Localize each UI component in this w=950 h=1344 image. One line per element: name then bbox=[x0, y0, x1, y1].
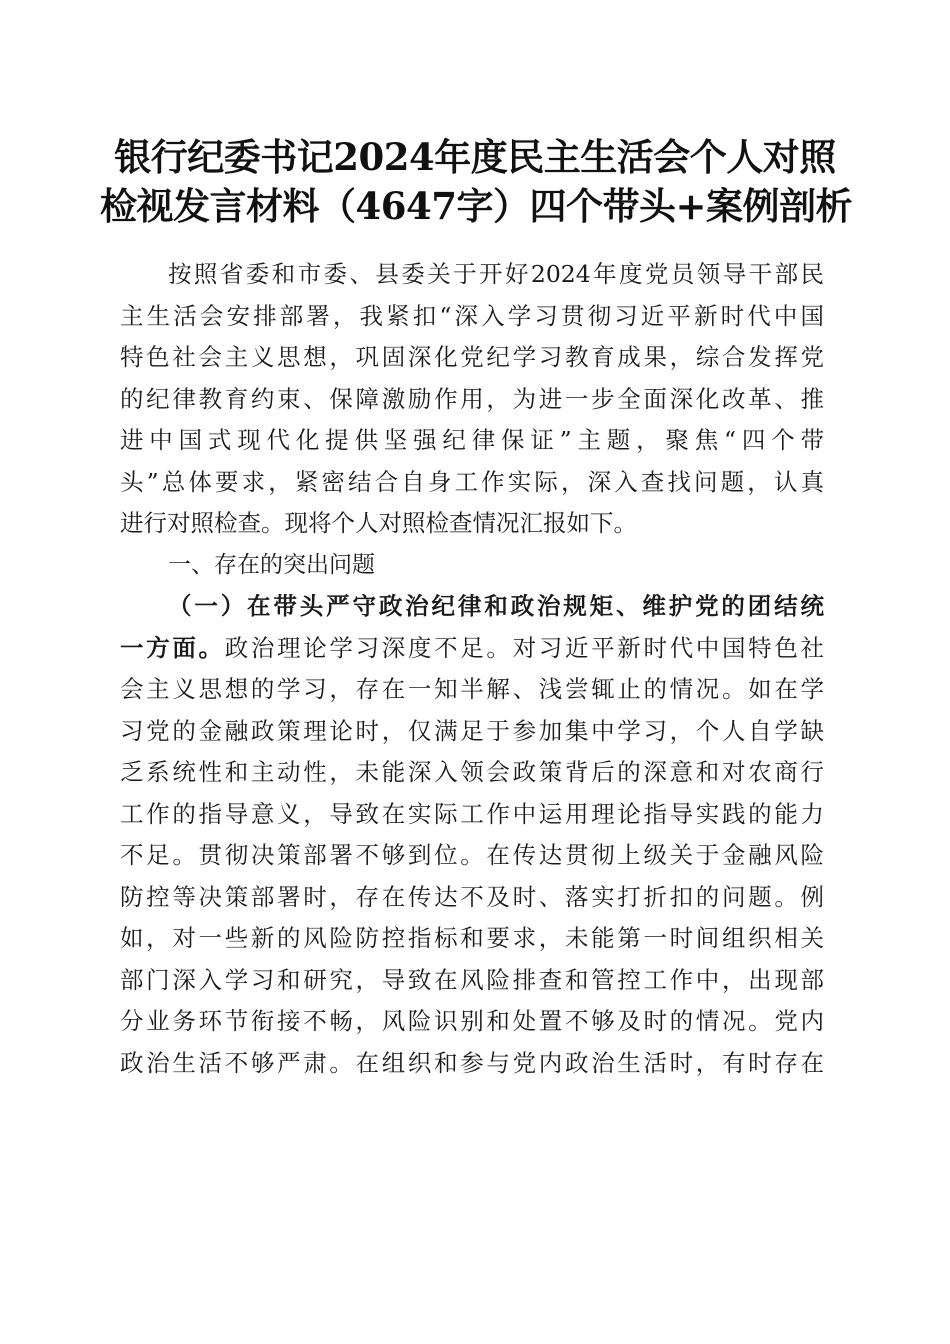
paragraph-line: 按照省委和市委、县委关于开好2024年度党员领导干部民 bbox=[168, 260, 824, 288]
paragraph-line: 政治生活不够严肃。在组织和参与党内政治生活时，有时存在 bbox=[120, 1048, 824, 1077]
paragraph-line: 进中国式现代化提供坚强纪律保证”主题，聚焦“四个带 bbox=[120, 426, 824, 454]
document-body bbox=[120, 254, 824, 1084]
paragraph-line: 习党的金融政策理论时，仅满足于参加集中学习，个人自学缺 bbox=[120, 716, 824, 745]
paragraph-line: 特色社会主义思想，巩固深化党纪学习教育成果，综合发挥党 bbox=[120, 343, 824, 371]
paragraph-line: 工作的指导意义，导致在实际工作中运用理论指导实践的能力 bbox=[120, 799, 824, 828]
intro-paragraph bbox=[120, 254, 824, 545]
title-line-2: 检视发言材料（4647字）四个带头+案例剖析 bbox=[100, 184, 852, 228]
paragraph-line: 进行对照检查。现将个人对照检查情况汇报如下。 bbox=[120, 509, 637, 537]
paragraph-line: 不足。贯彻决策部署不够到位。在传达贯彻上级关于金融风险 bbox=[120, 841, 824, 869]
paragraph-line: 主生活会安排部署，我紧扣“深入学习贯彻习近平新时代中国 bbox=[120, 301, 824, 330]
paragraph-line: 乏系统性和主动性，未能深入领会政策背后的深意和对农商行 bbox=[120, 758, 824, 786]
paragraph-line: 会主义思想的学习，存在一知半解、浅尝辄止的情况。如在学 bbox=[120, 675, 824, 703]
paragraph-line-text: 政治理论学习深度不足。对习近平新时代中国特色社 bbox=[224, 633, 824, 662]
subsection-heading: （一）在带头严守政治纪律和政治规矩、维护党的团结统 bbox=[168, 592, 824, 620]
subsection-heading-end: 一方面。 bbox=[120, 633, 225, 662]
paragraph-line: 头”总体要求，紧密结合自身工作实际，深入查找问题，认真 bbox=[120, 467, 824, 496]
paragraph-line: 分业务环节衔接不畅，风险识别和处置不够及时的情况。党内 bbox=[120, 1007, 824, 1035]
section-1-paragraph bbox=[120, 586, 824, 1084]
section-heading: 一、存在的突出问题 bbox=[168, 551, 375, 578]
paragraph-line: 防控等决策部署时，存在传达不及时、落实打折扣的问题。例 bbox=[120, 882, 824, 911]
paragraph-line: 如，对一些新的风险防控指标和要求，未能第一时间组织相关 bbox=[120, 924, 824, 952]
title-line-1: 银行纪委书记2024年度民主生活会个人对照 bbox=[114, 135, 836, 179]
document-title bbox=[100, 133, 850, 231]
paragraph-line: 的纪律教育约束、保障激励作用，为进一步全面深化改革、推 bbox=[120, 384, 824, 413]
paragraph-line bbox=[120, 628, 824, 670]
paragraph-line: 部门深入学习和研究，导致在风险排查和管控工作中，出现部 bbox=[120, 965, 824, 994]
